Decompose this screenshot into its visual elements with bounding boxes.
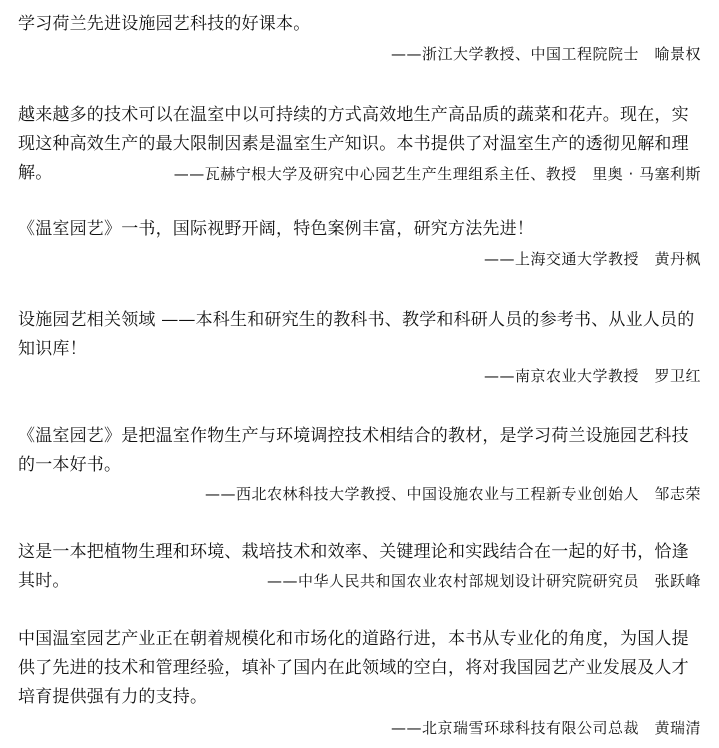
testimonial-quote: 《温室园艺》一书，国际视野开阔，特色案例丰富，研究方法先进！ [18, 219, 534, 239]
testimonial-attribution: ——瓦赫宁根大学及研究中心园艺生产生理组系主任、教授 里奥 · 马塞利斯 [173, 165, 701, 183]
testimonial-quote: 设施园艺相关领域 ——本科生和研究生的教科书、教学和科研人员的参考书、从业人员的知识库！ [18, 310, 695, 359]
testimonial-attribution: ——北京瑞雪环球科技有限公司总裁 黄瑞清 [390, 719, 701, 737]
testimonial-attribution: ——浙江大学教授、中国工程院院士 喻景权 [390, 45, 701, 63]
testimonial-quote: 越来越多的技术可以在温室中以可持续的方式高效地生产高品质的蔬菜和花卉。现在，实现这种高效生产的最大限制因素是温室生产知识。本书提供了对温室生产的透彻见解和理解。 [18, 105, 689, 183]
testimonial-quote: 《温室园艺》是把温室作物生产与环境调控技术相结合的教材，是学习荷兰设施园艺科技的一本好书。 [18, 426, 689, 475]
testimonial-quote: 这是一本把植物生理和环境、栽培技术和效率、关键理论和实践结合在一起的好书，恰逢其时。 [18, 542, 689, 591]
testimonial-quote: 中国温室园艺产业正在朝着规模化和市场化的道路行进，本书从专业化的角度，为国人提供了先进的技术和管理经验，填补了国内在此领域的空白，将对我国园艺产业发展及人才培育提供强有力的支持。 [18, 629, 689, 707]
testimonial-attribution: ——上海交通大学教授 黄丹枫 [483, 250, 701, 268]
testimonial-attribution: ——南京农业大学教授 罗卫红 [483, 367, 701, 385]
testimonial-quote: 学习荷兰先进设施园艺科技的好课本。 [18, 14, 311, 34]
testimonial-attribution: ——西北农林科技大学教授、中国设施农业与工程新专业创始人 邹志荣 [204, 485, 701, 503]
testimonial-attribution: ——中华人民共和国农业农村部规划设计研究院研究员 张跃峰 [266, 572, 701, 590]
